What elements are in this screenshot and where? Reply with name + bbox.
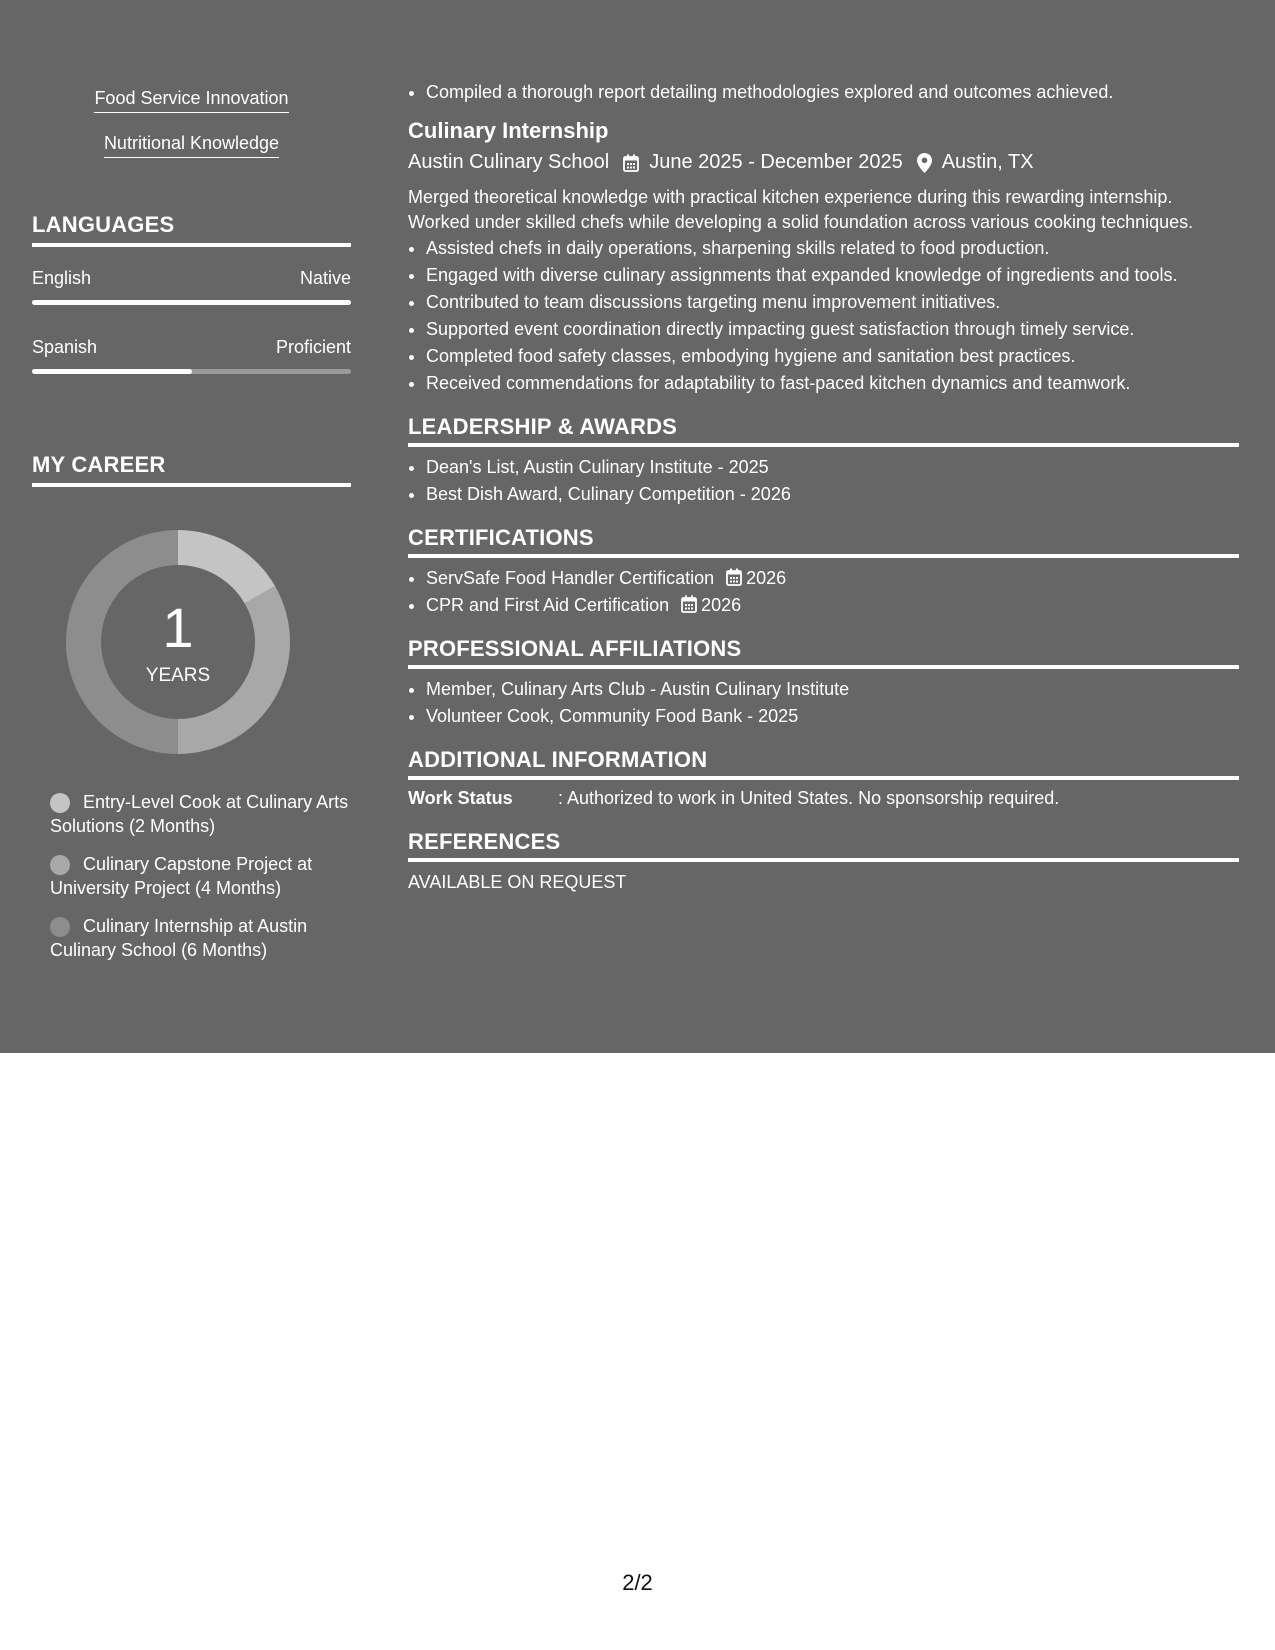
previous-job-bullets: [408, 79, 1257, 106]
job-company: Austin Culinary School: [408, 151, 610, 173]
work-status-value: : Authorized to work in United States. No sponsorship required.: [558, 788, 1060, 808]
job-description: Merged theoretical knowledge with practical kitchen experience during this rewarding internship. Worked under skilled chefs while developing a solid foundation across various cooking techniques.: [408, 187, 1194, 232]
job-meta: [408, 151, 1034, 174]
certification-item: [426, 565, 1257, 592]
language-level: Native: [299, 268, 351, 288]
certification-name: ServSafe Food Handler Certification: [426, 568, 715, 588]
certification-item: [426, 592, 1257, 619]
career-legend-label: Culinary Internship at Austin Culinary School (6 Months): [50, 916, 308, 960]
career-legend-item: [50, 852, 350, 900]
bullet-item: • Compiled a thorough report detailing methodologies explored and outcomes achieved.: [426, 79, 1257, 106]
career-legend-item: [50, 914, 350, 962]
career-donut-segment: [178, 530, 275, 604]
calendar-icon: [623, 154, 639, 172]
bullet-item: • Best Dish Award, Culinary Competition - 2026: [426, 481, 1257, 508]
career-legend-label: Culinary Capstone Project at University Project (4 Months): [50, 854, 313, 898]
internship-bullets: [408, 235, 1257, 397]
bullet-item: • Supported event coordination directly impacting guest satisfaction through timely service.: [426, 316, 1257, 343]
skill-item: [32, 88, 351, 113]
career-years-unit: YEARS: [145, 665, 211, 686]
affiliations-heading: PROFESSIONAL AFFILIATIONS: [408, 636, 1239, 669]
legend-dot-icon: [50, 793, 70, 813]
language-name: English: [32, 268, 92, 288]
bullet-item: • Contributed to team discussions targeting menu improvement initiatives.: [426, 289, 1257, 316]
calendar-icon: [726, 568, 742, 586]
language-english: [32, 268, 351, 305]
language-bar: [32, 300, 351, 305]
bullet-item: • Engaged with diverse culinary assignments that expanded knowledge of ingredients and tools.: [426, 262, 1257, 289]
skill-label: Food Service Innovation: [94, 88, 288, 113]
career-legend-item: [50, 790, 350, 838]
bullet-item: • Assisted chefs in daily operations, sharpening skills related to food production.: [426, 235, 1257, 262]
career-legend: [50, 790, 350, 976]
language-level: Proficient: [275, 337, 351, 357]
skill-item: [32, 133, 351, 158]
language-name: Spanish: [32, 337, 98, 357]
career-heading: MY CAREER: [32, 452, 351, 487]
bullet-item: • Member, Culinary Arts Club - Austin Culinary Institute: [426, 676, 1257, 703]
calendar-icon: [681, 595, 697, 613]
additional-info-heading: ADDITIONAL INFORMATION: [408, 747, 1239, 780]
certifications-heading: CERTIFICATIONS: [408, 525, 1239, 558]
certifications-list: [408, 565, 1257, 619]
bullet-item: • Completed food safety classes, embodying hygiene and sanitation best practices.: [426, 343, 1257, 370]
skill-label: Nutritional Knowledge: [104, 133, 279, 158]
references-text: AVAILABLE ON REQUEST: [408, 872, 627, 892]
language-bar: [32, 369, 351, 374]
page-number: 2/2: [622, 1570, 653, 1595]
certification-name: CPR and First Aid Certification: [426, 595, 670, 615]
leadership-list: [408, 454, 1257, 508]
job-title: Culinary Internship: [408, 118, 609, 143]
bullet-item: • Dean's List, Austin Culinary Institute - 2025: [426, 454, 1257, 481]
leadership-heading: LEADERSHIP & AWARDS: [408, 414, 1239, 447]
work-status: [408, 788, 1059, 809]
languages-heading: LANGUAGES: [32, 212, 351, 247]
career-years-number: 1: [162, 596, 194, 659]
references-heading: REFERENCES: [408, 829, 1239, 862]
language-bar-fill: [32, 300, 351, 305]
legend-dot-icon: [50, 917, 70, 937]
location-pin-icon: [917, 153, 932, 173]
language-spanish: [32, 337, 351, 374]
career-legend-label: Entry-Level Cook at Culinary Arts Solutions (2 Months): [50, 792, 349, 836]
language-bar-fill: [32, 369, 192, 374]
affiliations-list: [408, 676, 1257, 730]
job-location: Austin, TX: [941, 151, 1034, 173]
legend-dot-icon: [50, 855, 70, 875]
career-donut-chart: [66, 530, 290, 754]
certification-year: 2026: [701, 595, 742, 615]
job-dates: June 2025 - December 2025: [649, 151, 903, 173]
bullet-item: • Volunteer Cook, Community Food Bank - 2025: [426, 703, 1257, 730]
work-status-label: Work Status: [408, 788, 513, 808]
certification-year: 2026: [746, 568, 787, 588]
bullet-item: • Received commendations for adaptability to fast-paced kitchen dynamics and teamwork.: [426, 370, 1257, 397]
